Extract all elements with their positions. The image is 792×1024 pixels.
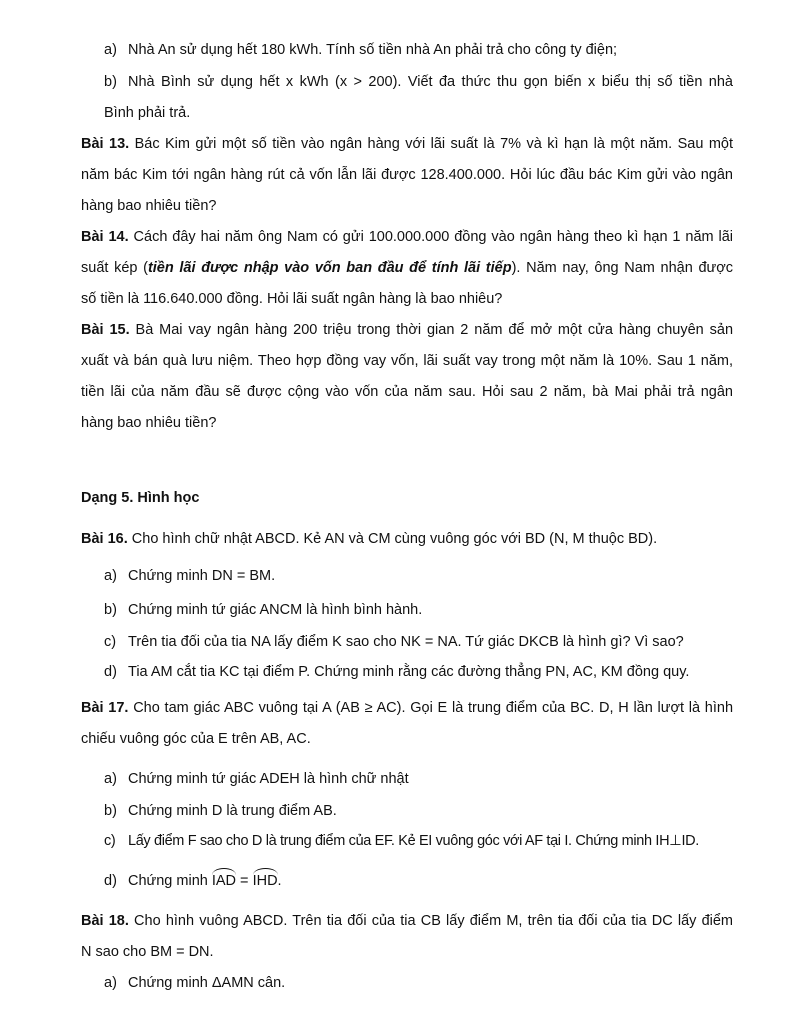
exercise-18: Bài 18. Cho hình vuông ABCD. Trên tia đối của tia CB lấy điểm M, trên tia đối của tia DC lấy điểm [81, 913, 734, 929]
exercise-18-line-2: N sao cho BM = DN. [81, 944, 214, 960]
exercise-15-line-4: hàng bao nhiêu tiền? [81, 415, 217, 431]
angle-ihd: IHD [252, 873, 278, 889]
exercise-14-line-2: suất kép (tiền lãi được nhập vào vốn ban đầu để tính lãi tiếp). Năm nay, ông Nam nhận được [81, 260, 733, 276]
exercise-16-b: b) Chứng minh tứ giác ANCM là hình bình hành. [104, 602, 423, 618]
exercise-14-line-3: số tiền là 116.640.000 đồng. Hỏi lãi suất ngân hàng là bao nhiêu? [81, 291, 503, 307]
exercise-15: Bài 15. Bà Mai vay ngân hàng 200 triệu trong thời gian 2 năm để mở một cửa hàng chuyên sản [81, 322, 734, 338]
section-heading: Dạng 5. Hình học [81, 490, 200, 506]
exercise-16-a: a) Chứng minh DN = BM. [104, 568, 276, 584]
item-b: b) Nhà Bình sử dụng hết x kWh (x > 200). Viết đa thức thu gọn biến x biểu thị số tiền nhà [104, 74, 733, 90]
exercise-15-line-3: tiền lãi của năm đầu sẽ được cộng vào vốn của năm sau. Hỏi sau 2 năm, bà Mai phải trả ngân [81, 384, 733, 400]
exercise-17: Bài 17. Cho tam giác ABC vuông tại A (AB ≥ AC). Gọi E là trung điểm của BC. D, H lần lượt là hình [81, 700, 734, 716]
exercise-17-c: c) Lấy điểm F sao cho D là trung điểm của EF. Kẻ EI vuông góc với AF tại I. Chứng minh IH⊥ID. [104, 833, 699, 849]
exercise-15-line-2: xuất và bán quà lưu niệm. Theo hợp đồng vay vốn, lãi suất vay trong một năm là 10%. Sau 1 năm, [81, 353, 733, 369]
exercise-18-a: a) Chứng minh ΔAMN cân. [104, 975, 286, 991]
exercise-16: Bài 16. Cho hình chữ nhật ABCD. Kẻ AN và CM cùng vuông góc với BD (N, M thuộc BD). [81, 531, 658, 547]
exercise-13-line-3: hàng bao nhiêu tiền? [81, 198, 217, 214]
exercise-13-line-2: năm bác Kim tới ngân hàng rút cả vốn lẫn lãi được 128.400.000. Hỏi lúc đầu bác Kim gửi vào ngân [81, 167, 733, 183]
exercise-16-c: c) Trên tia đối của tia NA lấy điểm K sao cho NK = NA. Tứ giác DKCB là hình gì? Vì sao? [104, 634, 684, 650]
item-a: a) Nhà An sử dụng hết 180 kWh. Tính số tiền nhà An phải trả cho công ty điện; [104, 42, 618, 58]
exercise-17-b: b) Chứng minh D là trung điểm AB. [104, 803, 337, 819]
exercise-17-d: d) Chứng minh IAD = IHD. [104, 873, 282, 889]
exercise-14: Bài 14. Cách đây hai năm ông Nam có gửi 100.000.000 đồng vào ngân hàng theo kì hạn 1 năm lãi [81, 229, 734, 245]
exercise-17-line-2: chiếu vuông góc của E trên AB, AC. [81, 731, 311, 747]
exercise-16-d: d) Tia AM cắt tia KC tại điểm P. Chứng minh rằng các đường thẳng PN, AC, KM đồng quy. [104, 664, 690, 680]
angle-iad: IAD [211, 873, 237, 889]
exercise-13: Bài 13. Bác Kim gửi một số tiền vào ngân hàng với lãi suất là 7% và kì hạn là một năm. Sau một [81, 136, 733, 152]
exercise-17-a: a) Chứng minh tứ giác ADEH là hình chữ nhật [104, 771, 409, 787]
item-b-cont: Bình phải trả. [104, 105, 191, 121]
